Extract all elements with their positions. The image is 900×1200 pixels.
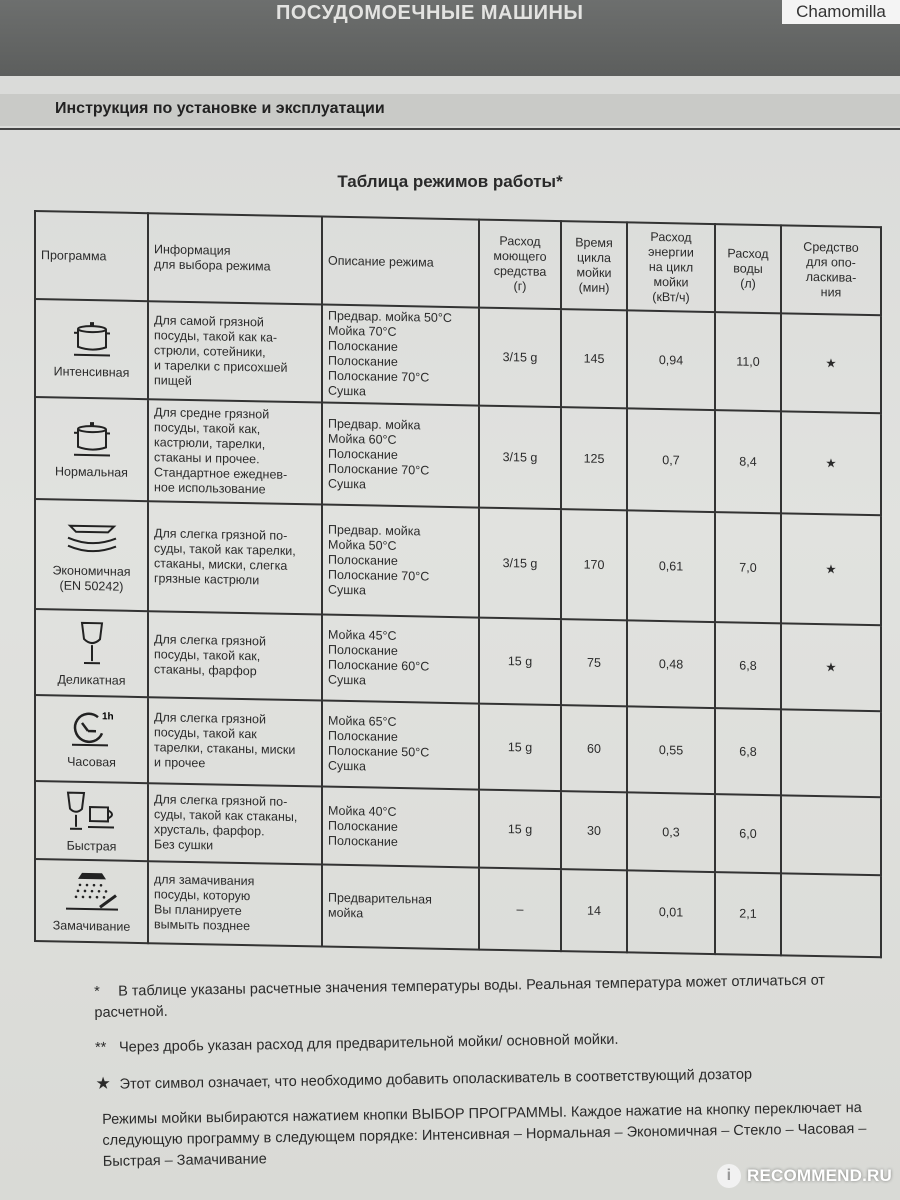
rinse-cell: ★ bbox=[781, 513, 881, 625]
water-cell: 8,4 bbox=[715, 410, 781, 513]
banner-title: ПОСУДОМОЕЧНЫЕ МАШИНЫ bbox=[276, 2, 584, 24]
footnote-text: Через дробь указан расход для предварительной мойки/ основной мойки. bbox=[118, 1031, 619, 1056]
time-cell: 60 bbox=[561, 705, 627, 792]
table-row bbox=[35, 299, 881, 413]
footnote-text: В таблице указаны расчетные значения температуры воды. Реальная температура может отличаться от расчетной. bbox=[94, 972, 826, 1021]
program-name: Замачивание bbox=[52, 918, 131, 934]
program-cell bbox=[35, 609, 148, 697]
program-name: Часовая bbox=[67, 754, 116, 770]
energy-cell: 0,01 bbox=[627, 870, 715, 954]
water-cell: 6,8 bbox=[715, 708, 781, 795]
table-header-row bbox=[35, 211, 881, 315]
table-row bbox=[35, 397, 881, 515]
program-cell bbox=[35, 695, 148, 783]
detergent-cell: 3/15 g bbox=[479, 406, 561, 510]
water-cell: 6,0 bbox=[715, 794, 781, 873]
rinse-cell bbox=[781, 709, 881, 797]
info-cell: Для слегка грязной по- суды, такой как тарелки, стаканы, миски, слегка грязные кастрюли bbox=[148, 501, 322, 614]
water-cell: 11,0 bbox=[715, 312, 781, 411]
water-cell: 7,0 bbox=[715, 512, 781, 623]
document-page bbox=[0, 76, 900, 1200]
info-cell: Для средне грязной посуды, такой как, кастрюли, тарелки, стаканы и прочее. Стандартное ежеднев- ное использование bbox=[148, 399, 322, 504]
section-heading: Инструкция по установке и эксплуатации bbox=[55, 100, 385, 117]
col-program: Программа bbox=[35, 211, 148, 301]
program-name: Нормальная bbox=[55, 464, 128, 480]
footnote-3 bbox=[95, 1061, 885, 1096]
pot-icon bbox=[41, 318, 142, 364]
detergent-cell: 3/15 g bbox=[479, 308, 561, 408]
footnote-text: Этот символ означает, что необходимо добавить ополаскиватель в соответствующий дозатор bbox=[119, 1066, 753, 1093]
detergent-cell: 3/15 g bbox=[479, 508, 561, 620]
modes-table bbox=[34, 210, 882, 958]
time-cell: 75 bbox=[561, 619, 627, 706]
water-cell: 6,8 bbox=[715, 622, 781, 709]
rinse-cell bbox=[781, 873, 881, 957]
footnote-mark: * bbox=[94, 983, 100, 1000]
program-name: Экономичная (EN 50242) bbox=[52, 562, 131, 594]
section-rule bbox=[0, 128, 900, 130]
clock-icon bbox=[41, 708, 142, 754]
detergent-cell: 15 g bbox=[479, 790, 561, 870]
star-icon: ★ bbox=[95, 1073, 111, 1093]
plates-icon bbox=[41, 517, 142, 563]
description-cell: Мойка 40°С Полоскание Полоскание bbox=[322, 787, 479, 868]
watermark-label: Chamomilla bbox=[782, 0, 900, 24]
wine-glass-icon bbox=[41, 618, 142, 672]
info-cell: Для самой грязной посуды, такой как ка- стрюли, сотейники, и тарелки с присохшей пищей bbox=[148, 301, 322, 402]
col-description: Описание режима bbox=[322, 217, 479, 308]
table-title: Таблица режимов работы* bbox=[337, 172, 563, 191]
energy-cell: 0,48 bbox=[627, 620, 715, 708]
description-cell: Предвар. мойка Мойка 60°С Полоскание Полоскание 70°С Сушка bbox=[322, 403, 479, 508]
top-banner bbox=[0, 0, 900, 76]
time-cell: 14 bbox=[561, 869, 627, 952]
detergent-cell: – bbox=[479, 868, 561, 952]
pot-icon bbox=[41, 418, 142, 464]
logo-text: RECOMMEND.RU bbox=[746, 1166, 892, 1185]
rinse-cell: ★ bbox=[781, 623, 881, 711]
program-name: Деликатная bbox=[57, 672, 126, 688]
col-rinse: Средство для опо- ласкива- ния bbox=[781, 225, 881, 315]
footnote-mark: ** bbox=[94, 1039, 107, 1056]
info-cell: для замачивания посуды, которую Вы планируете вымыть позднее bbox=[148, 861, 322, 946]
program-cell bbox=[35, 781, 148, 861]
spray-icon bbox=[41, 868, 142, 918]
time-cell: 125 bbox=[561, 407, 627, 510]
table-row bbox=[35, 695, 881, 797]
info-cell: Для слегка грязной посуды, такой как, стаканы, фарфор bbox=[148, 611, 322, 700]
col-time: Время цикла мойки (мин) bbox=[561, 221, 627, 310]
rinse-cell: ★ bbox=[781, 411, 881, 515]
detergent-cell: 15 g bbox=[479, 704, 561, 792]
recommend-logo bbox=[717, 1164, 892, 1188]
clock-icon-label: 1h bbox=[101, 711, 114, 723]
col-water: Расход воды (л) bbox=[715, 224, 781, 313]
table-row bbox=[35, 609, 881, 711]
time-cell: 170 bbox=[561, 509, 627, 620]
program-cell bbox=[35, 299, 148, 399]
description-cell: Предвар. мойка 50°С Мойка 70°С Полоскание Полоскание Полоскание 70°С Сушка bbox=[322, 305, 479, 406]
rinse-cell bbox=[781, 795, 881, 875]
glass-cup-icon bbox=[41, 788, 142, 838]
energy-cell: 0,7 bbox=[627, 408, 715, 512]
description-cell: Предварительная мойка bbox=[322, 865, 479, 950]
logo-badge-icon: i bbox=[717, 1164, 741, 1188]
energy-cell: 0,55 bbox=[627, 706, 715, 794]
description-cell: Мойка 45°С Полоскание Полоскание 60°С Сушка bbox=[322, 615, 479, 704]
water-cell: 2,1 bbox=[715, 872, 781, 955]
info-cell: Для слегка грязной по- суды, такой как стаканы, хрусталь, фарфор. Без сушки bbox=[148, 783, 322, 864]
info-cell: Для слегка грязной посуды, такой как тарелки, стаканы, миски и прочее bbox=[148, 697, 322, 786]
program-cell bbox=[35, 499, 148, 611]
description-cell: Предвар. мойка Мойка 50°С Полоскание Полоскание 70°С Сушка bbox=[322, 505, 479, 618]
description-cell: Мойка 65°С Полоскание Полоскание 50°С Сушка bbox=[322, 701, 479, 790]
program-cell bbox=[35, 859, 148, 943]
energy-cell: 0,61 bbox=[627, 510, 715, 622]
col-info: Информация для выбора режима bbox=[148, 213, 322, 304]
footnote-2 bbox=[95, 1026, 885, 1059]
footnotes bbox=[94, 970, 887, 1173]
col-energy: Расход энергии на цикл мойки (кВт/ч) bbox=[627, 222, 715, 312]
table-row bbox=[35, 499, 881, 625]
time-cell: 145 bbox=[561, 309, 627, 408]
program-name: Интенсивная bbox=[53, 364, 130, 380]
col-detergent: Расход моющего средства (г) bbox=[479, 220, 561, 310]
program-order-paragraph: Режимы мойки выбираются нажатием кнопки ВЫБОР ПРОГРАММЫ. Каждое нажатие на кнопку переключает на следующую программу в следующем порядке: Интенсивная – Нормальная – Экономичная – Стекло – Часовая – Быстрая – Замачивание bbox=[102, 1099, 867, 1170]
program-name: Быстрая bbox=[66, 838, 117, 854]
footnote-1 bbox=[94, 970, 885, 1024]
time-cell: 30 bbox=[561, 791, 627, 870]
rinse-cell: ★ bbox=[781, 313, 881, 413]
energy-cell: 0,94 bbox=[627, 310, 715, 410]
table-row bbox=[35, 859, 881, 957]
detergent-cell: 15 g bbox=[479, 618, 561, 706]
energy-cell: 0,3 bbox=[627, 792, 715, 872]
program-cell bbox=[35, 397, 148, 501]
